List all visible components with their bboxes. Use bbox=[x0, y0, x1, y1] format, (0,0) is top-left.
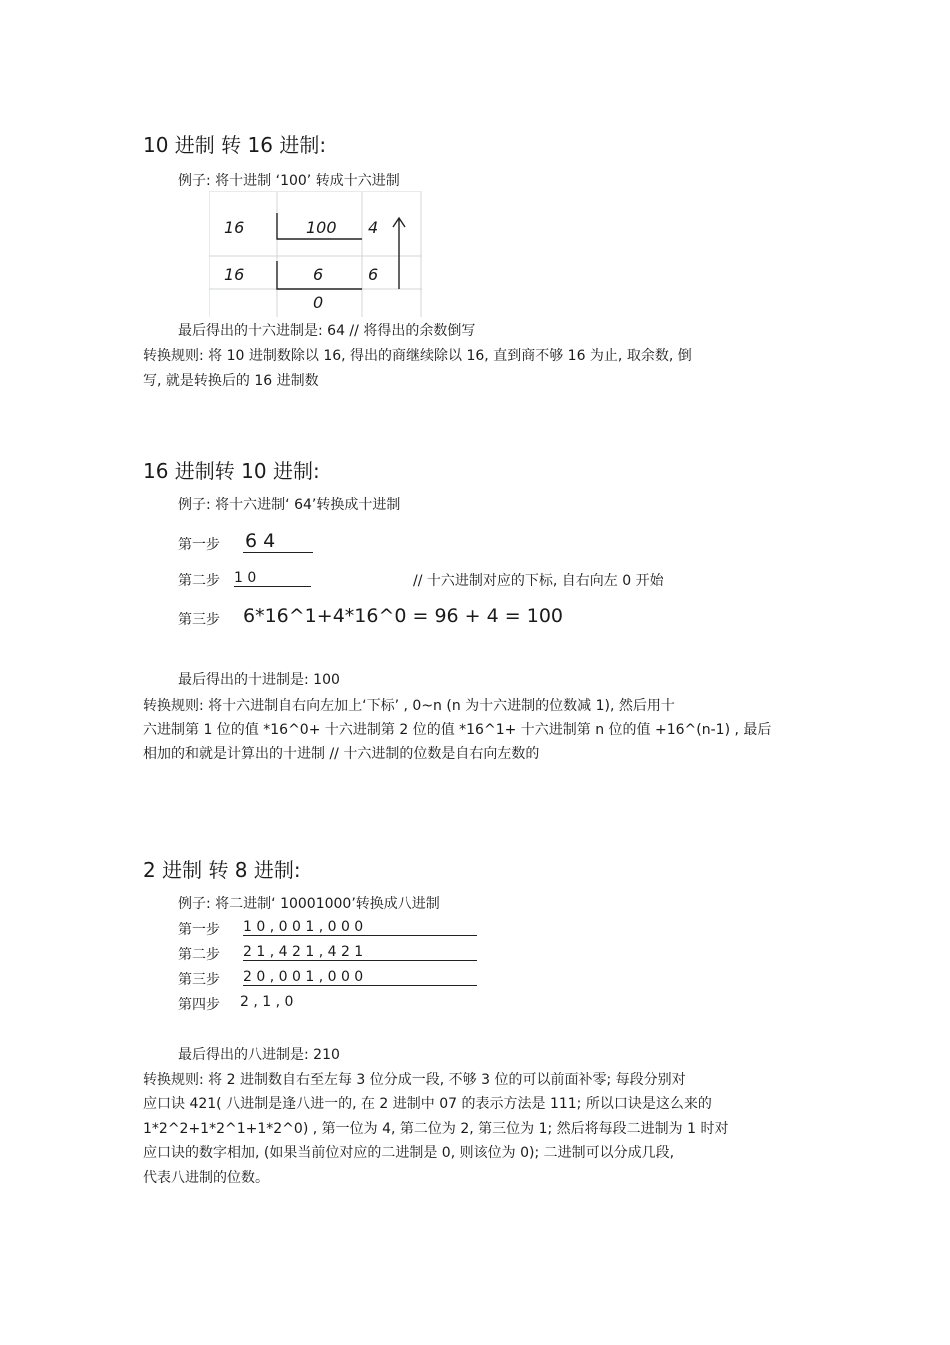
section2-rule-line1: 转换规则: 将十六进制自右向左加上‘下标’ , 0~n (n 为十六进制的位数减 1), 然后用十 bbox=[143, 698, 675, 714]
table-remainder-1: 4 bbox=[368, 218, 379, 237]
section3-title: 2 进制 转 8 进制: bbox=[143, 858, 301, 882]
step1-label: 第一步 bbox=[178, 537, 220, 553]
section1-title: 10 进制 转 16 进制: bbox=[143, 133, 327, 157]
bin-step4-sums: 2 , 1 , 0 bbox=[240, 994, 294, 1010]
division-table-sketch bbox=[209, 191, 422, 317]
section2-result: 最后得出的十进制是: 100 bbox=[178, 672, 340, 688]
section1-result: 最后得出的十六进制是: 64 // 将得出的余数倒写 bbox=[178, 323, 476, 339]
section3-rule-line3: 1*2^2+1*2^1+1*2^0) , 第一位为 4, 第二位为 2, 第三位为 1; 然后将每段二进制为 1 时对 bbox=[143, 1121, 729, 1137]
table-divisor-1: 16 bbox=[224, 218, 245, 237]
step1-digits: 6 4 bbox=[243, 530, 313, 553]
step2-indices: 1 0 bbox=[234, 570, 311, 587]
bin-step4-label: 第四步 bbox=[178, 997, 220, 1013]
section3-rule-line5: 代表八进制的位数。 bbox=[143, 1170, 269, 1186]
section1-rule-line1: 转换规则: 将 10 进制数除以 16, 得出的商继续除以 16, 直到商不够 16 为止, 取余数, 倒 bbox=[143, 348, 692, 364]
section3-rule-line2: 应口诀 421( 八进制是逢八进一的, 在 2 进制中 07 的表示方法是 111; 所以口诀是这么来的 bbox=[143, 1096, 712, 1112]
section3-example: 例子: 将二进制‘ 10001000’转换成八进制 bbox=[178, 896, 440, 912]
table-dividend-2: 6 bbox=[313, 265, 324, 284]
table-dividend-1: 100 bbox=[306, 218, 337, 237]
step2-note: // 十六进制对应的下标, 自右向左 0 开始 bbox=[413, 573, 664, 589]
section1-example: 例子: 将十进制 ‘100’ 转成十六进制 bbox=[178, 173, 400, 189]
bin-step3-label: 第三步 bbox=[178, 972, 220, 988]
section2-title: 16 进制转 10 进制: bbox=[143, 459, 320, 483]
table-divisor-2: 16 bbox=[224, 265, 245, 284]
table-remainder-2: 6 bbox=[368, 265, 379, 284]
step3-label: 第三步 bbox=[178, 612, 220, 628]
bin-step2-label: 第二步 bbox=[178, 947, 220, 963]
table-quotient-final: 0 bbox=[313, 293, 324, 312]
bin-step2-weights: 2 1 , 4 2 1 , 4 2 1 bbox=[243, 944, 477, 961]
bin-step1-groups: 1 0 , 0 0 1 , 0 0 0 bbox=[243, 919, 477, 936]
section3-result: 最后得出的八进制是: 210 bbox=[178, 1047, 340, 1063]
bin-step3-products: 2 0 , 0 0 1 , 0 0 0 bbox=[243, 969, 477, 986]
section3-rule-line1: 转换规则: 将 2 进制数自右至左每 3 位分成一段, 不够 3 位的可以前面补零; 每段分别对 bbox=[143, 1072, 686, 1088]
step2-label: 第二步 bbox=[178, 573, 220, 589]
step3-formula: 6*16^1+4*16^0 = 96 + 4 = 100 bbox=[243, 605, 563, 627]
section3-rule-line4: 应口诀的数字相加, (如果当前位对应的二进制是 0, 则该位为 0); 二进制可以分成几段, bbox=[143, 1145, 675, 1161]
section2-rule-line3: 相加的和就是计算出的十进制 // 十六进制的位数是自右向左数的 bbox=[143, 746, 540, 762]
section2-rule-line2: 六进制第 1 位的值 *16^0+ 十六进制第 2 位的值 *16^1+ 十六进制第 n 位的值 +16^(n-1) , 最后 bbox=[143, 722, 772, 738]
section1-rule-line2: 写, 就是转换后的 16 进制数 bbox=[143, 373, 319, 389]
bin-step1-label: 第一步 bbox=[178, 922, 220, 938]
section2-example: 例子: 将十六进制‘ 64’转换成十进制 bbox=[178, 497, 401, 513]
